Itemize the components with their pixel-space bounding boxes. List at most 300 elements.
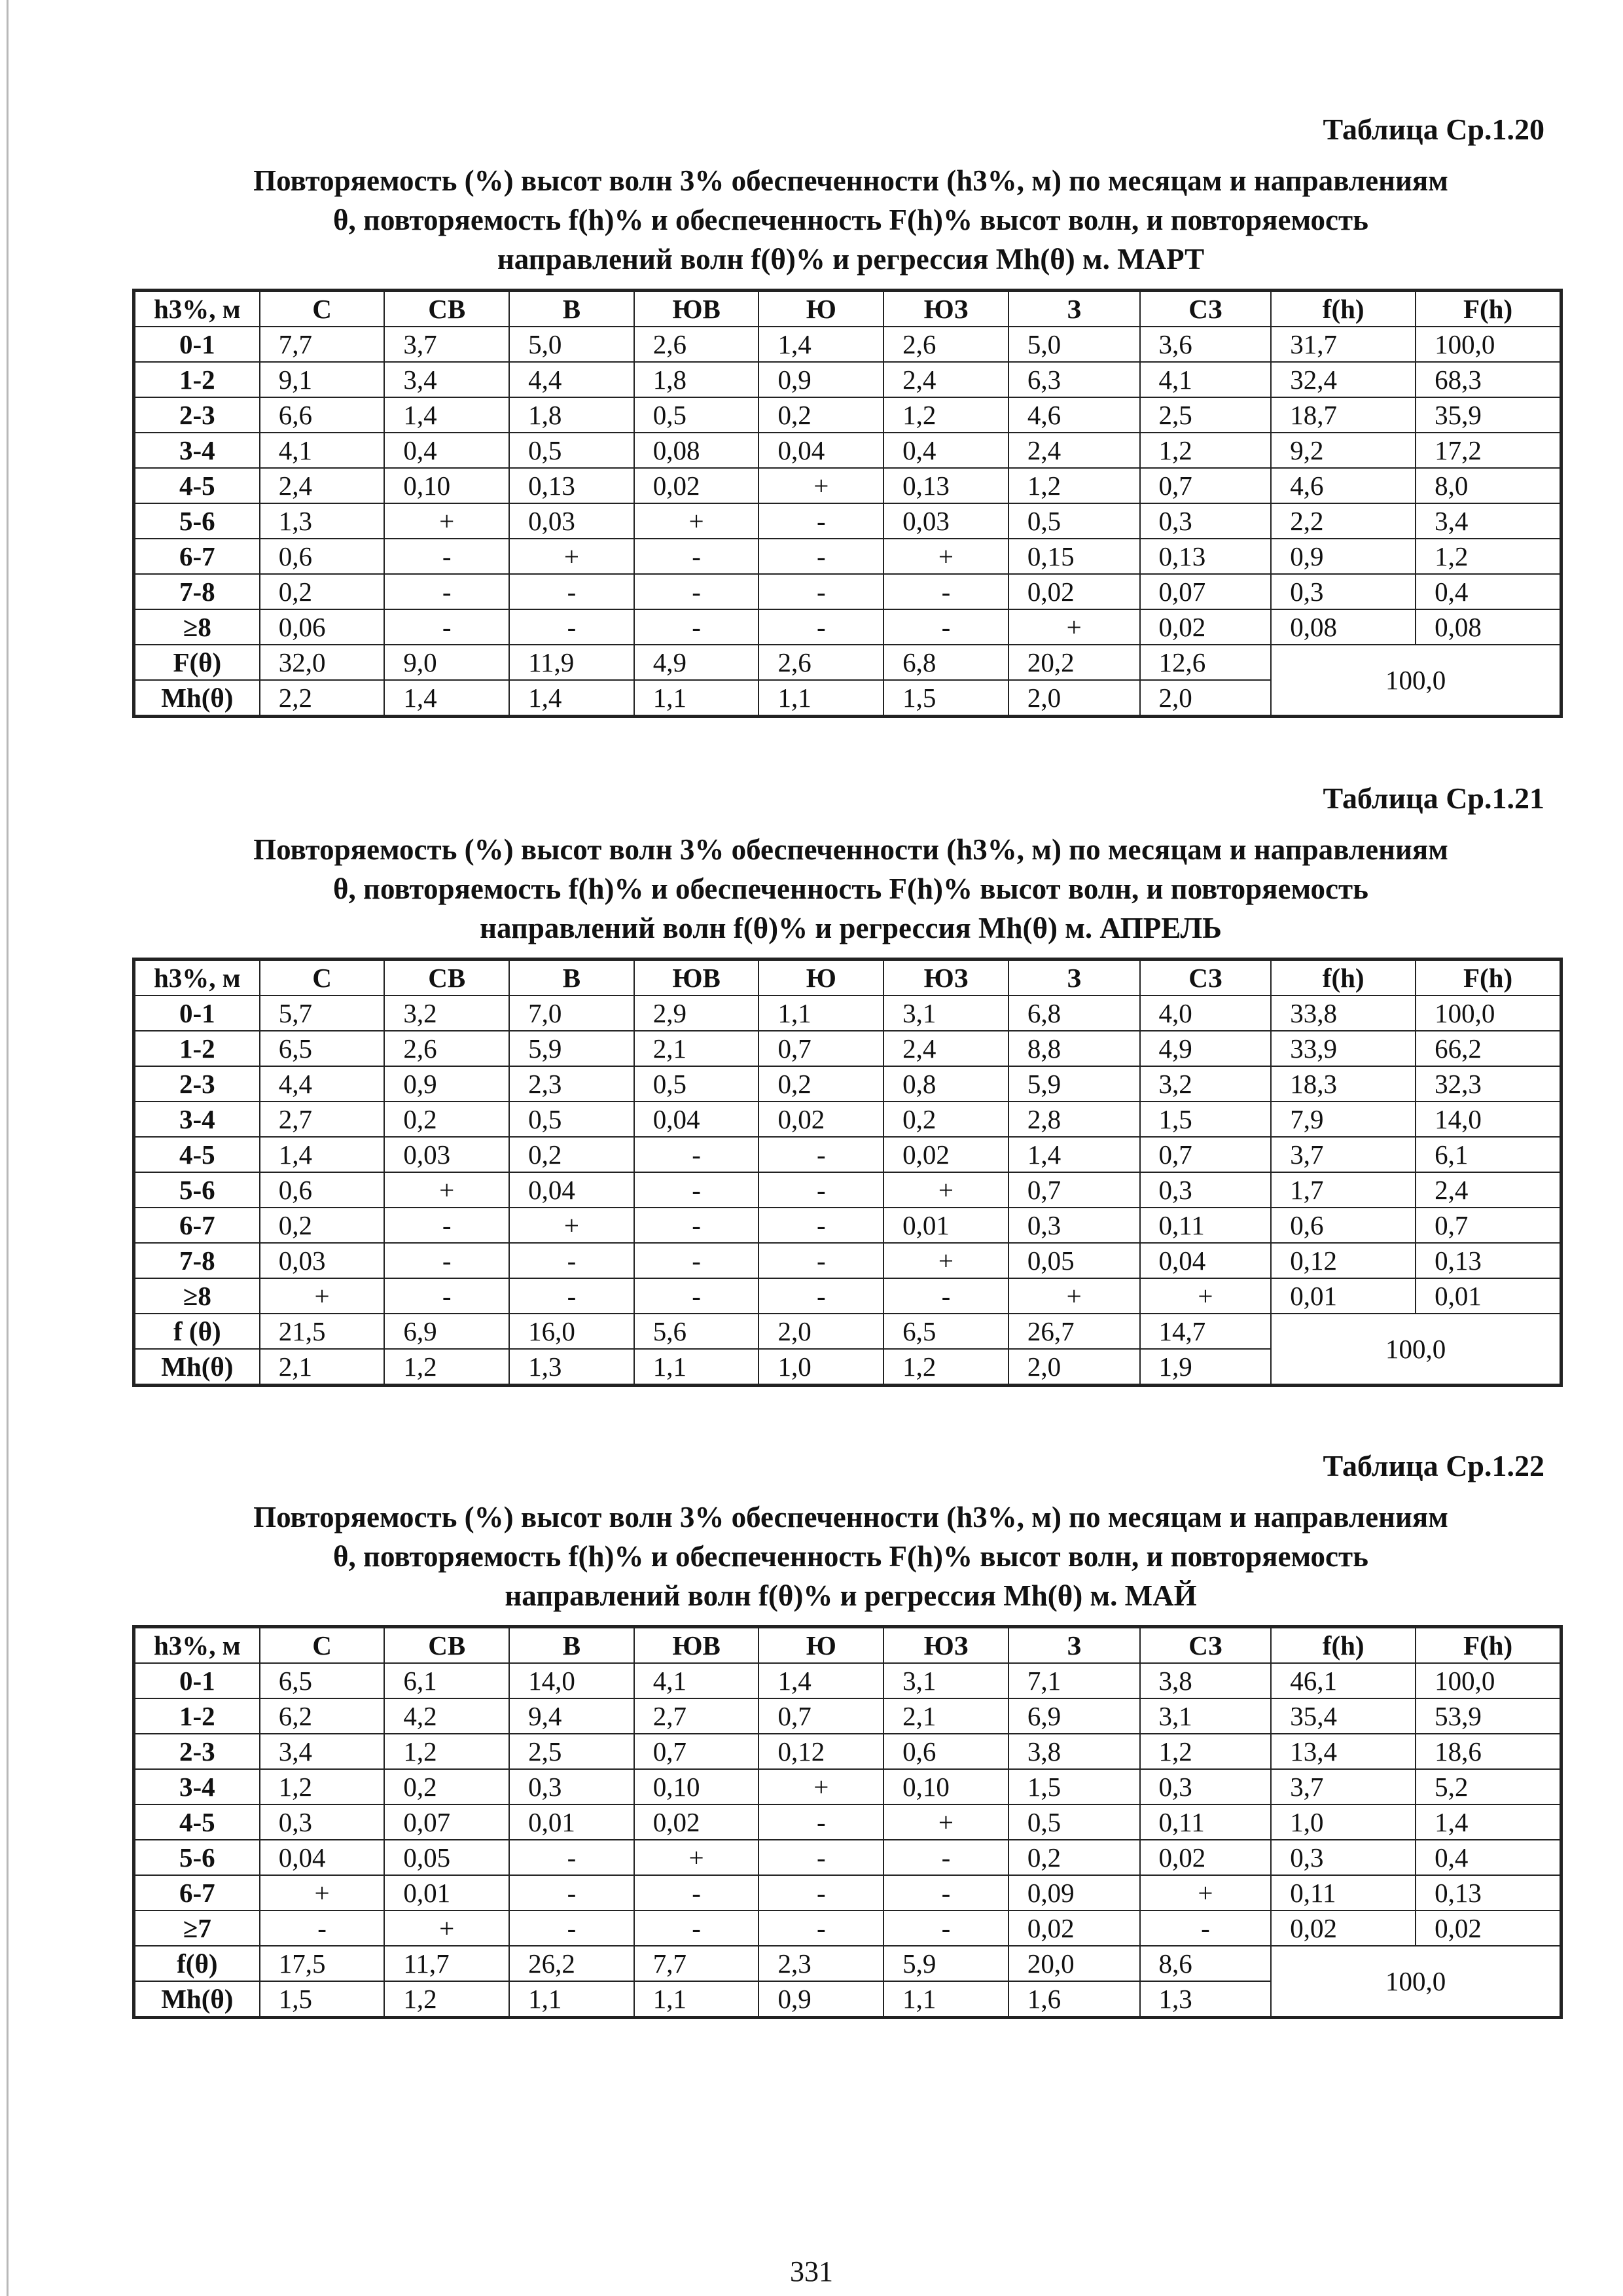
table-row <box>135 327 1560 362</box>
table-cell: - <box>758 1137 883 1172</box>
row-header: f(θ) <box>135 1946 260 1981</box>
table-cell: 4,1 <box>260 433 385 468</box>
column-header: СЗ <box>1140 291 1272 327</box>
column-header: Ю <box>758 1628 883 1663</box>
table-cell: 0,6 <box>260 1172 385 1208</box>
total-cell: 100,0 <box>1271 1946 1560 2017</box>
table-cell: - <box>384 1208 509 1243</box>
table-cell: - <box>509 1910 634 1946</box>
table-cell: - <box>260 1910 385 1946</box>
table-cell: 1,2 <box>384 1349 509 1384</box>
column-header: f(h) <box>1271 1628 1416 1663</box>
table-section-may <box>131 1446 1571 2017</box>
table-cell: 1,4 <box>1008 1137 1140 1172</box>
table-label: Таблица Ср.1.20 <box>1323 113 1544 146</box>
table-cell: 12,6 <box>1140 645 1272 680</box>
row-header: 5-6 <box>135 1840 260 1875</box>
table-cell: 0,10 <box>384 468 509 503</box>
table-cell: 6,9 <box>384 1314 509 1349</box>
table-cell: 5,2 <box>1416 1769 1560 1804</box>
column-header: ЮЗ <box>883 1628 1008 1663</box>
table-cell: 4,2 <box>384 1698 509 1734</box>
table-cell: - <box>634 574 759 609</box>
table-cell: - <box>758 609 883 645</box>
table-cell: 11,9 <box>509 645 634 680</box>
table-cell: 66,2 <box>1416 1031 1560 1066</box>
table-cell: 6,1 <box>384 1663 509 1698</box>
table-cell: 17,5 <box>260 1946 385 1981</box>
table-cell: 1,5 <box>883 680 1008 715</box>
table-cell: 1,3 <box>260 503 385 539</box>
table-cell: 5,9 <box>509 1031 634 1066</box>
row-header: Mh(θ) <box>135 1349 260 1384</box>
table-cell: - <box>509 1840 634 1875</box>
column-header: F(h) <box>1416 960 1560 996</box>
table-cell: 3,4 <box>384 362 509 397</box>
table-cell: 100,0 <box>1416 996 1560 1031</box>
table-cell: 0,08 <box>1271 609 1416 645</box>
table-cell: 0,5 <box>634 397 759 433</box>
table-cell: 1,2 <box>260 1769 385 1804</box>
table-cell: 35,4 <box>1271 1698 1416 1734</box>
table-cell: 4,1 <box>1140 362 1272 397</box>
table-cell: 0,11 <box>1140 1804 1272 1840</box>
caption-line: Повторяемость (%) высот волн 3% обеспеченности (h3%, м) по месяцам и направлениям <box>253 164 1448 197</box>
table-cell: 0,13 <box>1416 1243 1560 1278</box>
table-cell: 0,3 <box>1140 503 1272 539</box>
table-cell: 16,0 <box>509 1314 634 1349</box>
table-row <box>135 1278 1560 1314</box>
table-cell: 1,1 <box>758 680 883 715</box>
table-cell: 8,6 <box>1140 1946 1272 1981</box>
table-cell: 0,7 <box>1008 1172 1140 1208</box>
table-cell: 1,5 <box>1008 1769 1140 1804</box>
row-header: 5-6 <box>135 1172 260 1208</box>
table-cell: 0,09 <box>1008 1875 1140 1910</box>
table-cell: 2,2 <box>260 680 385 715</box>
table-cell: 0,2 <box>384 1769 509 1804</box>
table-cell: 1,4 <box>758 1663 883 1698</box>
table-cell: 32,0 <box>260 645 385 680</box>
table-cell: 1,3 <box>509 1349 634 1384</box>
table-cell: 3,6 <box>1140 327 1272 362</box>
table-cell: - <box>634 1910 759 1946</box>
page-number: 331 <box>790 2255 833 2287</box>
table-cell: + <box>1008 1278 1140 1314</box>
table-cell: 2,4 <box>883 1031 1008 1066</box>
row-header: 7-8 <box>135 574 260 609</box>
table-cell: 20,0 <box>1008 1946 1140 1981</box>
table-cell: 0,06 <box>260 609 385 645</box>
table-cell: 0,4 <box>883 433 1008 468</box>
column-header: В <box>509 960 634 996</box>
table-cell: + <box>883 539 1008 574</box>
column-header: f(h) <box>1271 291 1416 327</box>
row-header: 4-5 <box>135 468 260 503</box>
table-cell: 31,7 <box>1271 327 1416 362</box>
table-cell: 0,02 <box>1008 574 1140 609</box>
table-cell: - <box>758 1208 883 1243</box>
table-cell: 0,01 <box>1271 1278 1416 1314</box>
table-row <box>135 433 1560 468</box>
table-cell: 1,6 <box>1008 1981 1140 2017</box>
column-header: ЮВ <box>634 291 759 327</box>
table-cell: 0,3 <box>509 1769 634 1804</box>
table-cell: 1,9 <box>1140 1349 1272 1384</box>
table-cell: 1,0 <box>1271 1804 1416 1840</box>
table-cell: - <box>758 1910 883 1946</box>
table-cell: 0,2 <box>260 574 385 609</box>
table-cell: 0,11 <box>1271 1875 1416 1910</box>
table-cell: 0,8 <box>883 1066 1008 1102</box>
table-cell: 17,2 <box>1416 433 1560 468</box>
table-cell: - <box>634 1875 759 1910</box>
table-cell: 6,8 <box>883 645 1008 680</box>
table-cell: 3,2 <box>1140 1066 1272 1102</box>
table-cell: 0,3 <box>1271 574 1416 609</box>
header-row <box>135 960 1560 996</box>
table-cell: 1,1 <box>883 1981 1008 2017</box>
table-cell: 2,2 <box>1271 503 1416 539</box>
table-cell: 0,01 <box>883 1208 1008 1243</box>
table-cell: 6,5 <box>883 1314 1008 1349</box>
table-cell: 2,3 <box>509 1066 634 1102</box>
table-cell: 53,9 <box>1416 1698 1560 1734</box>
table-cell: 1,1 <box>634 680 759 715</box>
table-cell: 2,8 <box>1008 1102 1140 1137</box>
table-row <box>135 574 1560 609</box>
table-cell: - <box>384 609 509 645</box>
table-cell: 1,3 <box>1140 1981 1272 2017</box>
table-row <box>135 1208 1560 1243</box>
table-cell: - <box>883 1840 1008 1875</box>
table-cell: 0,04 <box>634 1102 759 1137</box>
row-header: 4-5 <box>135 1137 260 1172</box>
table-cell: 0,3 <box>1271 1840 1416 1875</box>
table-row <box>135 1663 1560 1698</box>
table-cell: 1,2 <box>883 1349 1008 1384</box>
table-cell: 7,7 <box>260 327 385 362</box>
table-cell: 0,04 <box>758 433 883 468</box>
table-cell: 7,1 <box>1008 1663 1140 1698</box>
table-cell: 0,02 <box>1416 1910 1560 1946</box>
table-cell: 2,5 <box>1140 397 1272 433</box>
row-header: 0-1 <box>135 327 260 362</box>
table-cell: 0,4 <box>1416 574 1560 609</box>
table-cell: - <box>509 1278 634 1314</box>
table-cell: - <box>634 1243 759 1278</box>
table-cell: 21,5 <box>260 1314 385 1349</box>
table-cell: 18,6 <box>1416 1734 1560 1769</box>
row-header: 5-6 <box>135 503 260 539</box>
table-row <box>135 1875 1560 1910</box>
column-header: В <box>509 291 634 327</box>
table-cell: 4,0 <box>1140 996 1272 1031</box>
table-cell: 0,03 <box>883 503 1008 539</box>
table-cell: 0,6 <box>1271 1208 1416 1243</box>
table-cell: 0,7 <box>758 1698 883 1734</box>
table-section-march <box>131 110 1571 716</box>
column-header: С <box>260 960 385 996</box>
table-cell: 1,4 <box>260 1137 385 1172</box>
table-row <box>135 1734 1560 1769</box>
table-cell: - <box>634 609 759 645</box>
table-cell: 7,7 <box>634 1946 759 1981</box>
table-cell: + <box>883 1243 1008 1278</box>
table-cell: - <box>509 1875 634 1910</box>
table-cell: - <box>384 1278 509 1314</box>
table-cell: - <box>384 1243 509 1278</box>
row-header: ≥8 <box>135 609 260 645</box>
column-header: З <box>1008 960 1140 996</box>
table-cell: 5,9 <box>883 1946 1008 1981</box>
table-cell: 3,2 <box>384 996 509 1031</box>
table-cell: 2,1 <box>883 1698 1008 1734</box>
table-cell: 2,6 <box>384 1031 509 1066</box>
table-cell: 6,2 <box>260 1698 385 1734</box>
row-header: 3-4 <box>135 433 260 468</box>
table-cell: 3,7 <box>1271 1137 1416 1172</box>
table-cell: 0,07 <box>1140 574 1272 609</box>
scan-edge-line <box>7 0 9 2296</box>
table-cell: 4,9 <box>1140 1031 1272 1066</box>
table-cell: 0,01 <box>384 1875 509 1910</box>
table-section-april <box>131 779 1571 1385</box>
table-cell: 1,4 <box>384 397 509 433</box>
row-header: 4-5 <box>135 1804 260 1840</box>
column-header: F(h) <box>1416 1628 1560 1663</box>
table-cell: 0,5 <box>509 433 634 468</box>
table-cell: 1,0 <box>758 1349 883 1384</box>
table-cell: + <box>1140 1875 1272 1910</box>
row-header: 1-2 <box>135 1031 260 1066</box>
table-row <box>135 468 1560 503</box>
table-cell: 0,2 <box>1008 1840 1140 1875</box>
table-cell: 0,02 <box>1271 1910 1416 1946</box>
table-cell: 1,8 <box>634 362 759 397</box>
row-header: f (θ) <box>135 1314 260 1349</box>
table-cell: - <box>634 1278 759 1314</box>
table-row <box>135 397 1560 433</box>
table-cell: 9,0 <box>384 645 509 680</box>
table-cell: - <box>634 1172 759 1208</box>
table-cell: 3,8 <box>1008 1734 1140 1769</box>
table-cell: 0,02 <box>634 1804 759 1840</box>
table-cell: + <box>1140 1278 1272 1314</box>
direction-frequency-row <box>135 1946 1560 1981</box>
table-cell: 6,6 <box>260 397 385 433</box>
table-cell: 1,2 <box>1140 1734 1272 1769</box>
table-cell: 0,6 <box>883 1734 1008 1769</box>
column-header: ЮЗ <box>883 960 1008 996</box>
table-cell: 0,12 <box>758 1734 883 1769</box>
table-cell: - <box>509 609 634 645</box>
column-header: СЗ <box>1140 1628 1272 1663</box>
table-cell: 33,9 <box>1271 1031 1416 1066</box>
table-caption <box>131 161 1571 279</box>
table-cell: 4,6 <box>1008 397 1140 433</box>
table-cell: 0,04 <box>1140 1243 1272 1278</box>
table-cell: 0,2 <box>758 397 883 433</box>
table-cell: 2,4 <box>260 468 385 503</box>
table-cell: 0,03 <box>384 1137 509 1172</box>
table-cell: 2,1 <box>260 1349 385 1384</box>
table-cell: 0,5 <box>509 1102 634 1137</box>
table-cell: 0,01 <box>1416 1278 1560 1314</box>
table-cell: 6,5 <box>260 1031 385 1066</box>
table-cell: 0,02 <box>1140 609 1272 645</box>
table-cell: 1,4 <box>758 327 883 362</box>
table-cell: + <box>758 1769 883 1804</box>
table-cell: + <box>509 1208 634 1243</box>
row-header: 7-8 <box>135 1243 260 1278</box>
column-header: ЮВ <box>634 1628 759 1663</box>
table-cell: 9,1 <box>260 362 385 397</box>
table-cell: 0,13 <box>1140 539 1272 574</box>
table-cell: 2,6 <box>758 645 883 680</box>
table-cell: 0,02 <box>758 1102 883 1137</box>
table-cell: 5,9 <box>1008 1066 1140 1102</box>
table-cell: + <box>758 468 883 503</box>
table-cell: 4,9 <box>634 645 759 680</box>
table-cell: 1,5 <box>1140 1102 1272 1137</box>
table-cell: 6,3 <box>1008 362 1140 397</box>
table-row <box>135 1031 1560 1066</box>
column-header: СЗ <box>1140 960 1272 996</box>
data-table <box>134 960 1561 1385</box>
table-cell: 0,02 <box>1140 1840 1272 1875</box>
column-header: f(h) <box>1271 960 1416 996</box>
table-cell: + <box>384 1172 509 1208</box>
table-cell: 14,0 <box>509 1663 634 1698</box>
table-cell: - <box>758 1243 883 1278</box>
table-cell: 9,4 <box>509 1698 634 1734</box>
table-cell: 6,1 <box>1416 1137 1560 1172</box>
caption-line: θ, повторяемость f(h)% и обеспеченность F(h)% высот волн, и повторяемость <box>333 872 1368 905</box>
table-cell: 46,1 <box>1271 1663 1416 1698</box>
column-header: Ю <box>758 291 883 327</box>
table-cell: - <box>634 1137 759 1172</box>
table-row <box>135 1102 1560 1137</box>
table-cell: 18,3 <box>1271 1066 1416 1102</box>
table-cell: 0,08 <box>1416 609 1560 645</box>
row-header: 1-2 <box>135 362 260 397</box>
table-cell: + <box>883 1172 1008 1208</box>
table-cell: 2,1 <box>634 1031 759 1066</box>
table-cell: 2,0 <box>758 1314 883 1349</box>
table-cell: 2,9 <box>634 996 759 1031</box>
table-cell: 0,02 <box>1008 1910 1140 1946</box>
table-cell: + <box>634 1840 759 1875</box>
row-header: 3-4 <box>135 1769 260 1804</box>
table-cell: 14,7 <box>1140 1314 1272 1349</box>
row-header: 6-7 <box>135 1875 260 1910</box>
row-header: Mh(θ) <box>135 1981 260 2017</box>
table-cell: 0,11 <box>1140 1208 1272 1243</box>
table-cell: 2,6 <box>883 327 1008 362</box>
table-cell: - <box>1140 1910 1272 1946</box>
table-cell: 3,1 <box>883 996 1008 1031</box>
table-cell: 0,01 <box>509 1804 634 1840</box>
table-cell: 100,0 <box>1416 1663 1560 1698</box>
table-cell: 0,7 <box>1140 468 1272 503</box>
table-cell: 2,7 <box>634 1698 759 1734</box>
table-cell: 1,2 <box>1416 539 1560 574</box>
table-cell: 0,13 <box>1416 1875 1560 1910</box>
table-cell: 0,5 <box>1008 1804 1140 1840</box>
table-cell: 1,7 <box>1271 1172 1416 1208</box>
table-cell: 68,3 <box>1416 362 1560 397</box>
row-header: F(θ) <box>135 645 260 680</box>
table-cell: 0,4 <box>384 433 509 468</box>
table-cell: + <box>384 503 509 539</box>
direction-frequency-row <box>135 645 1560 680</box>
table-label: Таблица Ср.1.21 <box>1323 781 1544 815</box>
column-header: Ю <box>758 960 883 996</box>
table-cell: 0,15 <box>1008 539 1140 574</box>
direction-frequency-row <box>135 1314 1560 1349</box>
table-cell: 0,03 <box>260 1243 385 1278</box>
total-cell: 100,0 <box>1271 645 1560 715</box>
table-cell: 6,8 <box>1008 996 1140 1031</box>
table-cell: 0,7 <box>1140 1137 1272 1172</box>
caption-line: направлений волн f(θ)% и регрессия Mh(θ) м. МАЙ <box>505 1579 1197 1612</box>
table-label: Таблица Ср.1.22 <box>1323 1449 1544 1482</box>
table-cell: 0,13 <box>509 468 634 503</box>
table-cell: 3,7 <box>384 327 509 362</box>
table-cell: 1,4 <box>384 680 509 715</box>
table-cell: 3,7 <box>1271 1769 1416 1804</box>
caption-line: Повторяемость (%) высот волн 3% обеспеченности (h3%, м) по месяцам и направлениям <box>253 1501 1448 1534</box>
table-cell: 33,8 <box>1271 996 1416 1031</box>
table-cell: - <box>509 1243 634 1278</box>
row-header: 2-3 <box>135 1734 260 1769</box>
total-cell: 100,0 <box>1271 1314 1560 1384</box>
table-cell: 1,5 <box>260 1981 385 2017</box>
table-cell: 14,0 <box>1416 1102 1560 1137</box>
table-cell: 2,4 <box>1008 433 1140 468</box>
table-cell: 8,0 <box>1416 468 1560 503</box>
caption-line: Повторяемость (%) высот волн 3% обеспеченности (h3%, м) по месяцам и направлениям <box>253 833 1448 866</box>
table-cell: + <box>634 503 759 539</box>
table-caption <box>131 830 1571 948</box>
table-cell: 5,0 <box>1008 327 1140 362</box>
table-cell: 0,04 <box>260 1840 385 1875</box>
table-cell: - <box>883 609 1008 645</box>
table-cell: 0,03 <box>509 503 634 539</box>
table-cell: 32,3 <box>1416 1066 1560 1102</box>
table-cell: + <box>260 1278 385 1314</box>
table-cell: - <box>883 1875 1008 1910</box>
table-cell: 6,9 <box>1008 1698 1140 1734</box>
row-header: 3-4 <box>135 1102 260 1137</box>
table-cell: 0,9 <box>1271 539 1416 574</box>
table-cell: 0,2 <box>384 1102 509 1137</box>
table-cell: 0,04 <box>509 1172 634 1208</box>
column-header: ЮВ <box>634 960 759 996</box>
table-cell: 0,2 <box>509 1137 634 1172</box>
caption-line: θ, повторяемость f(h)% и обеспеченность F(h)% высот волн, и повторяемость <box>333 1540 1368 1573</box>
table-cell: - <box>509 574 634 609</box>
table-cell: - <box>758 1875 883 1910</box>
table-cell: 0,3 <box>1140 1769 1272 1804</box>
table-cell: - <box>634 539 759 574</box>
table-cell: 0,7 <box>634 1734 759 1769</box>
table-cell: 4,4 <box>260 1066 385 1102</box>
table-cell: 0,12 <box>1271 1243 1416 1278</box>
table-cell: - <box>758 1840 883 1875</box>
table-cell: 0,9 <box>758 1981 883 2017</box>
